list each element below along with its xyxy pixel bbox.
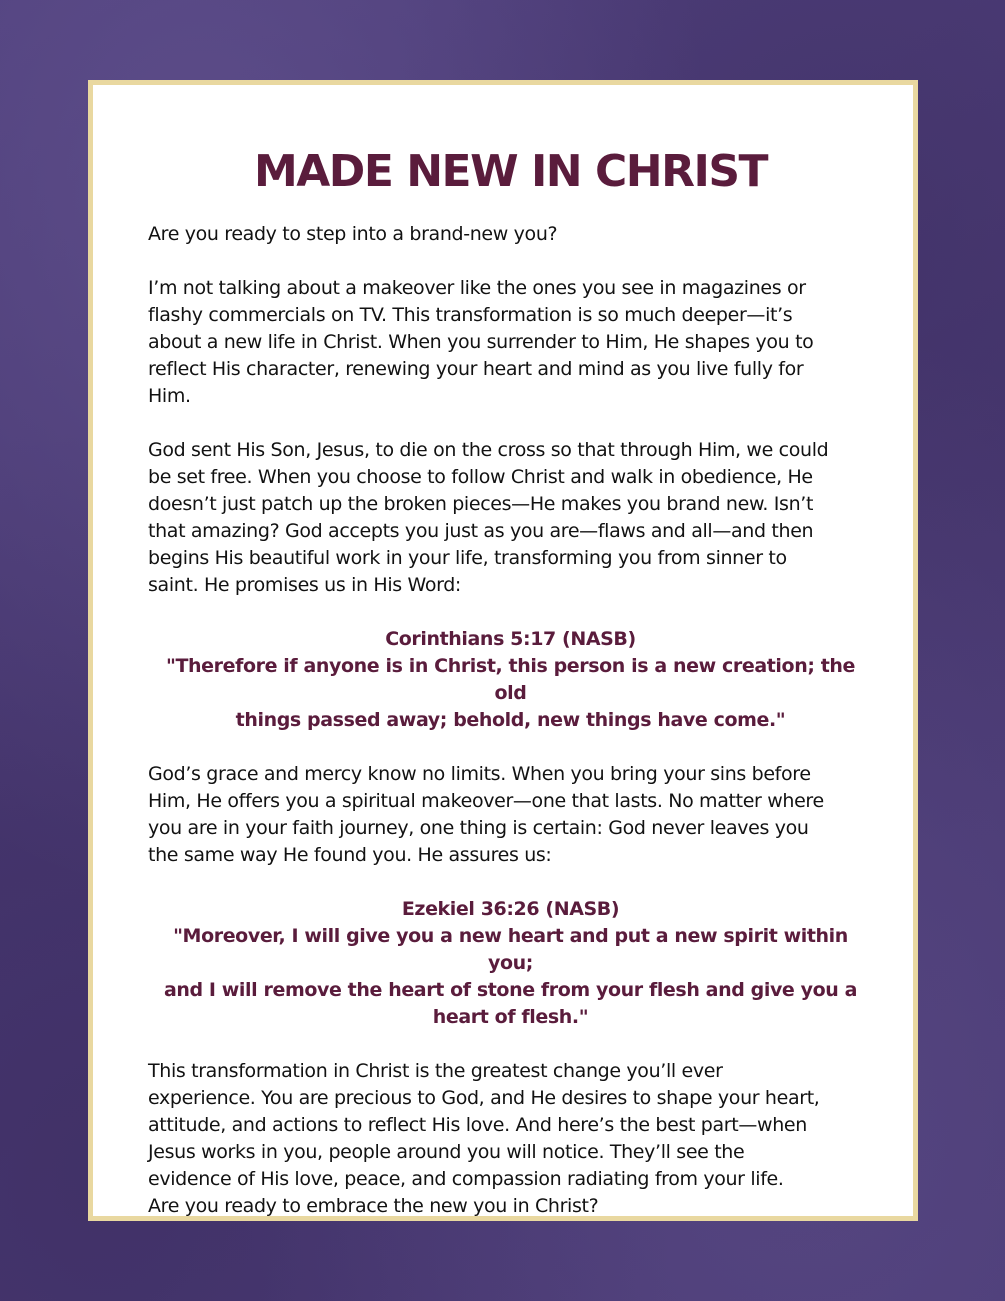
scripture-verse: [148, 896, 873, 1031]
article: [148, 147, 873, 1247]
content-card: [88, 80, 918, 1221]
verse-text: "Therefore if anyone is in Christ, this person is a new creation; the old things passed away; behold, new things have come.": [165, 655, 856, 731]
closing-paragraph: This transformation in Christ is the greatest change you’ll ever experience. You are precious to God, and He desires to shape your heart, attitude, and actions to reflect His love. And here’s the best part—when Jesus works in you, people around you will notice. They’ll see the evidence of His love, peace, and compassion radiating from your life. Are you ready to embrace the new you in Christ?: [148, 1060, 820, 1217]
verse-reference: Corinthians 5:17 (NASB): [385, 628, 636, 650]
page-title: MADE NEW IN CHRIST: [253, 146, 768, 197]
scripture-verse: [148, 626, 873, 734]
body-paragraph: God’s grace and mercy know no limits. When you bring your sins before Him, He offers you a spiritual makeover—one that lasts. No matter where you are in your faith journey, one thing is certain: God never leaves you the same way He found you. He assures us:: [148, 763, 824, 866]
verse-text: "Moreover, I will give you a new heart and put a new spirit within you; and I will remove the heart of stone from your flesh and give you a heart of flesh.": [163, 925, 858, 1028]
body-paragraph: I’m not talking about a makeover like the ones you see in magazines or flashy commercials on TV. This transformation is so much deeper—it’s about a new life in Christ. When you surrender to Him, He shapes you to reflect His character, renewing your heart and mind as you live fully for Him.: [148, 277, 814, 407]
verse-reference: Ezekiel 36:26 (NASB): [401, 898, 620, 920]
body-paragraph: God sent His Son, Jesus, to die on the cross so that through Him, we could be set free. When you choose to follow Christ and walk in obedience, He doesn’t just patch up the broken pieces—He makes you brand new. Isn’t that amazing? God accepts you just as you are—flaws and all—and then begins His beautiful work in your life, transforming you from sinner to saint. He promises us in His Word:: [148, 439, 829, 596]
intro-paragraph: Are you ready to step into a brand-new you?: [148, 223, 558, 245]
